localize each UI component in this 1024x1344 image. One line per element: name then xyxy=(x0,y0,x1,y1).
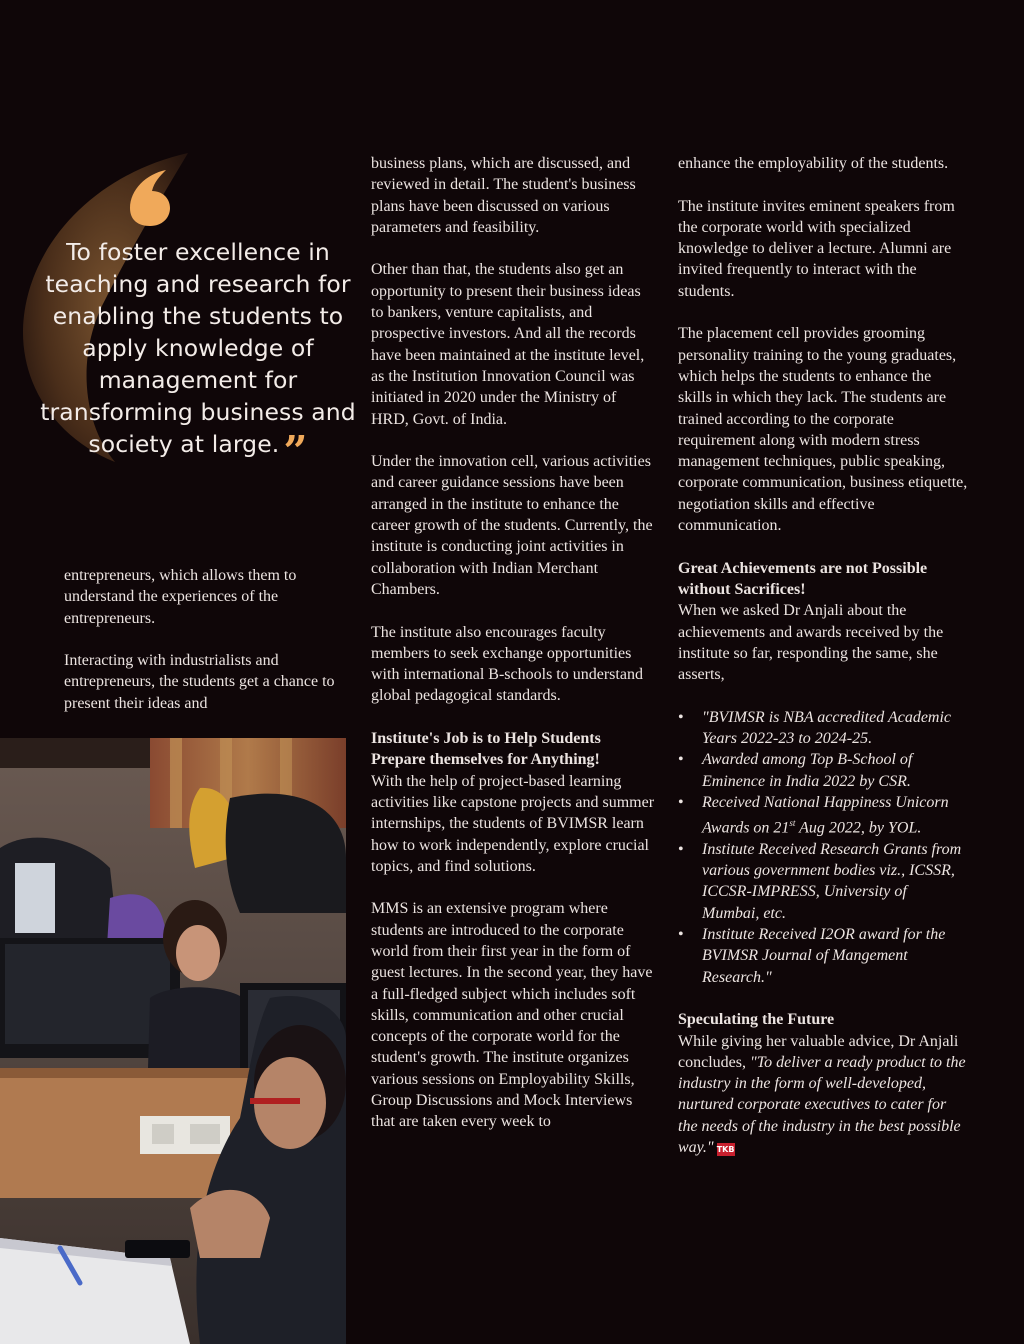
column-1 xyxy=(64,565,336,714)
opening-quote-icon xyxy=(124,168,180,228)
list-item: • Awarded among Top B-School of Eminence in India 2022 by CSR. xyxy=(678,751,913,790)
pull-quote-text xyxy=(38,236,358,476)
magazine-logo: TKB xyxy=(716,1144,735,1154)
column3-section xyxy=(678,558,968,686)
closing-quote: "To deliver a ready product to the industry in the form of well-developed, nurtured corporate executives to cater for the needs of the industry in the best possible way." xyxy=(678,1053,966,1156)
bullet-icon: • xyxy=(678,708,684,726)
section-heading: Great Achievements are not Possible without Sacrifices! xyxy=(678,559,928,598)
bullet-icon: • xyxy=(678,840,684,858)
pull-quote xyxy=(20,150,356,550)
column-2 xyxy=(371,153,656,1133)
classroom-photo-illustration xyxy=(0,738,346,1344)
achievements-list xyxy=(678,707,968,988)
classroom-photo xyxy=(0,738,346,1344)
column-3 xyxy=(678,153,968,1158)
column3-paragraph: The placement cell provides grooming personality training to the young graduates, which helps the students to enhance the skills in which they lack. The students are trained according to the corporate requirement along with modern stress management techniques, public speaking, corporate communication, business etiquette, negotiation skills and effective communication. xyxy=(678,325,968,535)
list-item: • "BVIMSR is NBA accredited Academic Years 2022-23 to 2024-25. xyxy=(678,708,952,748)
pull-quote-body: To foster excellence in teaching and research for enabling the students to apply knowledge of management for transforming business and society at large. xyxy=(40,238,356,458)
column2-paragraph: With the help of project-based learning activities like capstone projects and summer internships, the students of BVIMSR learn how to work independently, explore crucial topics, and find solutions. xyxy=(371,772,655,875)
section-heading: Institute's Job is to Help Students Prepare themselves for Anything! xyxy=(371,730,601,769)
bullet-icon: • xyxy=(678,751,684,769)
column2-paragraph: MMS is an extensive program where students are introduced to the corporate world from their first year in the form of guest lectures. In the second year, they have a full-fledged subject which includes soft skills, communication and other crucial concepts of the corporate world for the student's growth. The institute organizes various sessions on Employability Skills, Group Discussions and Mock Interviews that are taken every week to xyxy=(371,900,653,1131)
column1-paragraph: Interacting with industrialists and entrepreneurs, the students get a chance to present their ideas and xyxy=(64,652,335,712)
closing-quote-icon: ” xyxy=(283,427,308,476)
column2-paragraph: The institute also encourages faculty members to seek exchange opportunities with international B-schools to understand global pedagogical standards. xyxy=(371,623,643,705)
column3-paragraph: enhance the employability of the students. xyxy=(678,155,949,172)
list-item: • Institute Received I2OR award for the BVIMSR Journal of Mangement Research." xyxy=(678,926,946,986)
list-item: • Institute Received Research Grants from various government bodies viz., ICSSR, ICCSR-IMPRESS, University of Mumbai, etc. xyxy=(678,840,962,922)
column1-paragraph: entrepreneurs, which allows them to understand the experiences of the entrepreneurs. xyxy=(64,567,297,627)
bullet-icon: • xyxy=(678,926,684,944)
column2-paragraph: Under the innovation cell, various activities and career guidance sessions have been arranged in the institute to enhance the career growth of the students. Currently, the institute is conducting joint activities in collaboration with Indian Merchant Chambers. xyxy=(371,453,653,598)
column2-paragraph: business plans, which are discussed, and reviewed in detail. The student's business plans have been discussed on various parameters and feasibility. xyxy=(371,155,636,236)
column3-paragraph: When we asked Dr Anjali about the achievements and awards received by the institute so far, responding the same, she asserts, xyxy=(678,602,944,684)
bullet-icon: • xyxy=(678,793,684,811)
column2-section xyxy=(371,728,656,877)
column3-paragraph: The institute invites eminent speakers from the corporate world with specialized knowledge to deliver a lecture. Alumni are invited frequently to interact with the students. xyxy=(678,197,955,300)
column2-paragraph: Other than that, the students also get an opportunity to present their business ideas to bankers, venture capitalists, and prospective investors. And all the records have been maintained at the institute level, as the Institution Innovation Council was initiated in 2020 under the Ministry of HRD, Govt. of India. xyxy=(371,261,645,428)
column3-section: Speculating the Future While giving her valuable advice, Dr Anjali concludes, "To deliver a ready product to the industry in the form of well-developed, nurtured corporate executives to cater for the needs of the industry in the best possible way." TKB xyxy=(678,1009,968,1158)
list-item: • Received National Happiness Unicorn Awards on 21st Aug 2022, by YOL. xyxy=(678,793,949,837)
section-heading: Speculating the Future xyxy=(678,1011,835,1029)
